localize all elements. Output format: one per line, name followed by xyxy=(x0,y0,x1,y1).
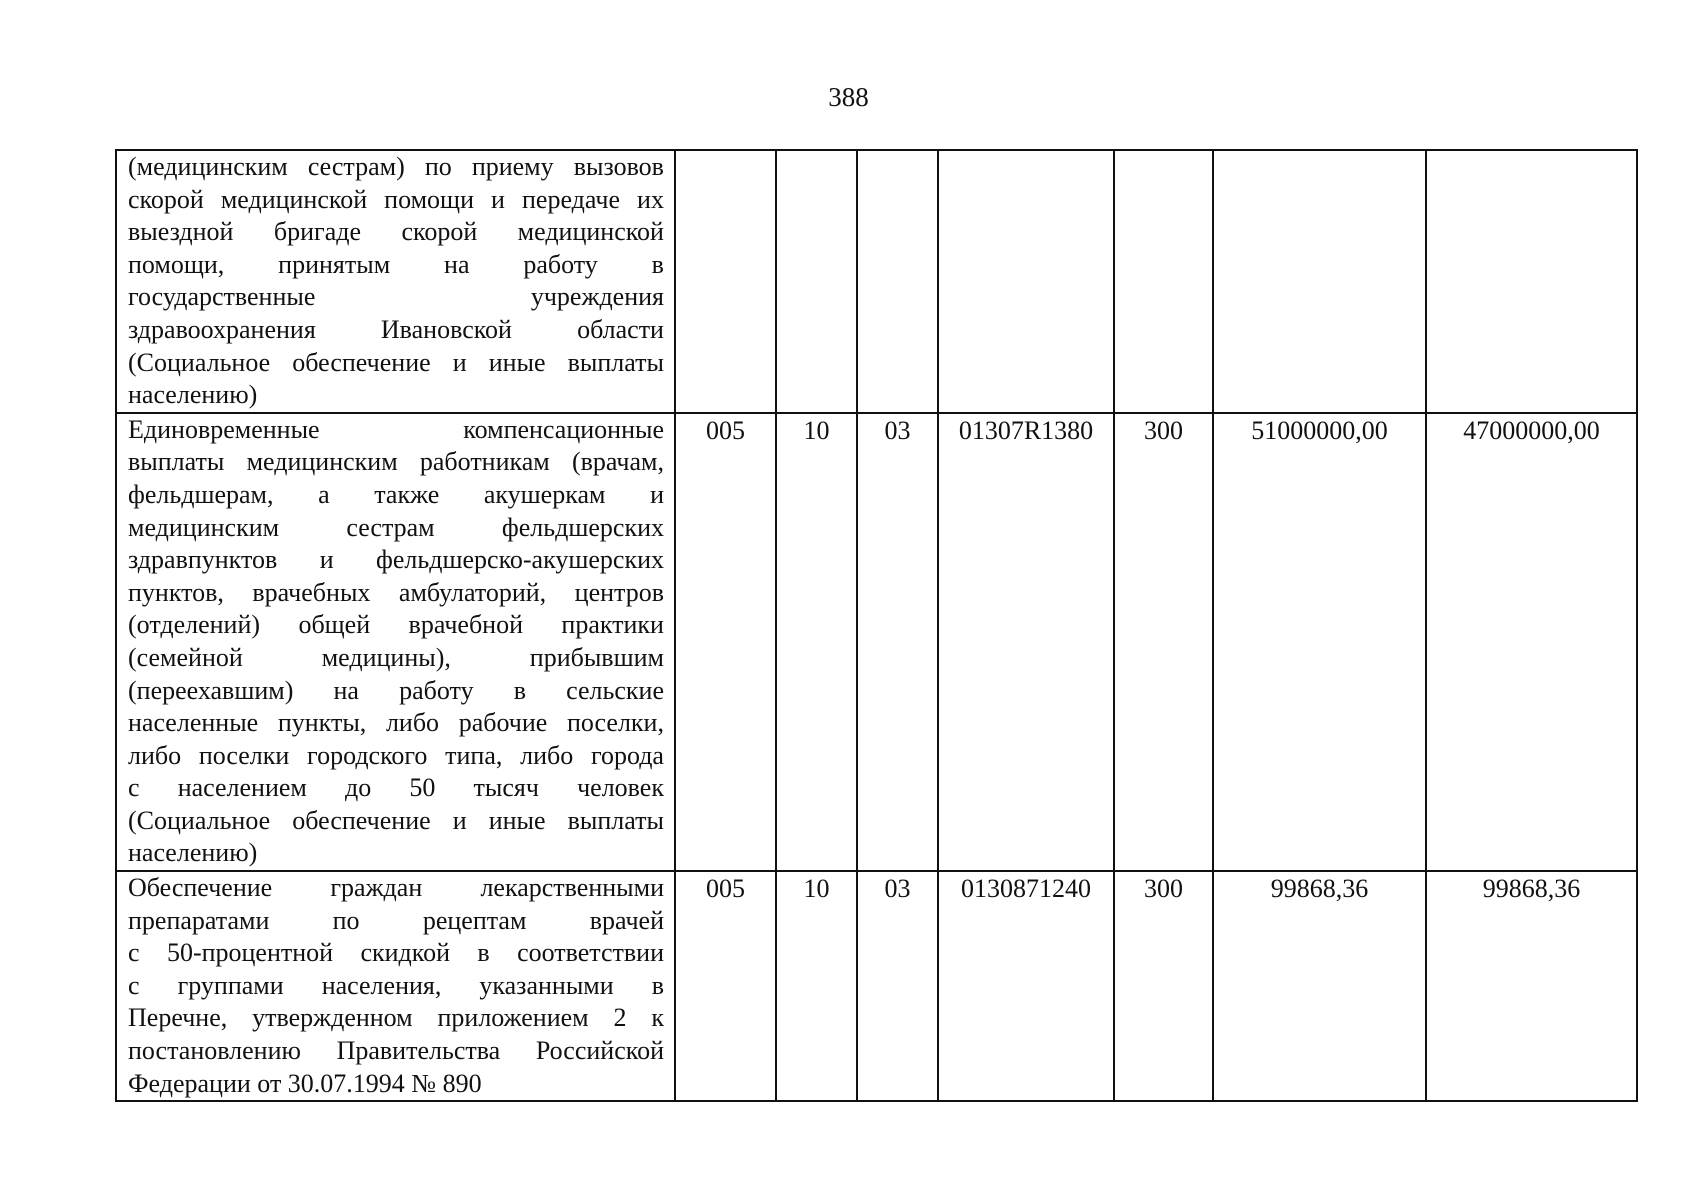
cell-section: 10 xyxy=(776,413,857,871)
cell-subsection xyxy=(857,150,938,413)
description-line: либо поселки городского типа, либо города xyxy=(128,740,664,770)
cell-section: 10 xyxy=(776,871,857,1101)
cell-amount-year-2: 47000000,00 xyxy=(1426,413,1637,871)
description-line: с группами населения, указанными в xyxy=(128,970,664,1000)
description-line: фельдшерам, а также акушеркам и xyxy=(128,479,664,509)
cell-amount-year-2 xyxy=(1426,150,1637,413)
cell-ministry-code: 005 xyxy=(675,871,776,1101)
row-description xyxy=(116,871,675,1101)
description-line: препаратами по рецептам врачей xyxy=(128,905,664,935)
description-line: населению) xyxy=(128,838,258,868)
description-line: (семейной медицины), прибывшим xyxy=(128,642,664,672)
row-description xyxy=(116,150,675,413)
table-row xyxy=(116,150,1637,413)
description-line: Федерации от 30.07.1994 № 890 xyxy=(128,1068,482,1098)
table-row xyxy=(116,871,1637,1101)
description-line: скорой медицинской помощи и передаче их xyxy=(128,184,664,214)
page-number: 388 xyxy=(828,82,869,112)
cell-target-article: 01307R1380 xyxy=(938,413,1114,871)
description-line: (отделений) общей врачебной практики xyxy=(128,610,664,640)
table-row xyxy=(116,413,1637,871)
description-line: Перечне, утвержденном приложением 2 к xyxy=(128,1003,664,1033)
description-line: (Социальное обеспечение и иные выплаты xyxy=(128,805,664,835)
cell-amount-year-2: 99868,36 xyxy=(1426,871,1637,1101)
description-line: выездной бригаде скорой медицинской xyxy=(128,217,664,247)
description-line: с 50-процентной скидкой в соответствии xyxy=(128,938,664,968)
cell-target-article xyxy=(938,150,1114,413)
cell-section xyxy=(776,150,857,413)
cell-expense-type: 300 xyxy=(1114,871,1213,1101)
description-line: государственные учреждения xyxy=(128,282,664,312)
description-line: медицинским сестрам фельдшерских xyxy=(128,512,664,542)
row-description xyxy=(116,413,675,871)
cell-expense-type: 300 xyxy=(1114,413,1213,871)
description-line: (медицинским сестрам) по приему вызовов xyxy=(128,152,664,181)
cell-amount-year-1: 99868,36 xyxy=(1213,871,1426,1101)
budget-table xyxy=(115,149,1638,1102)
cell-subsection: 03 xyxy=(857,413,938,871)
cell-expense-type xyxy=(1114,150,1213,413)
description-line: постановлению Правительства Российской xyxy=(128,1036,664,1066)
description-line: здравоохранения Ивановской области xyxy=(128,314,664,344)
description-line: (переехавшим) на работу в сельские xyxy=(128,675,664,705)
description-line: Обеспечение граждан лекарственными xyxy=(128,873,664,903)
cell-target-article: 0130871240 xyxy=(938,871,1114,1101)
description-line: пунктов, врачебных амбулаторий, центров xyxy=(128,577,664,607)
cell-ministry-code xyxy=(675,150,776,413)
cell-amount-year-1 xyxy=(1213,150,1426,413)
description-line: (Социальное обеспечение и иные выплаты xyxy=(128,347,664,377)
description-line: с населением до 50 тысяч человек xyxy=(128,773,664,803)
description-line: Единовременные компенсационные xyxy=(128,414,664,444)
description-line: здравпунктов и фельдшерско-акушерских xyxy=(128,545,664,575)
description-line: помощи, принятым на работу в xyxy=(128,249,664,279)
cell-amount-year-1: 51000000,00 xyxy=(1213,413,1426,871)
description-line: населению) xyxy=(128,380,258,410)
cell-ministry-code: 005 xyxy=(675,413,776,871)
description-line: выплаты медицинским работникам (врачам, xyxy=(128,447,664,477)
cell-subsection: 03 xyxy=(857,871,938,1101)
description-line: населенные пункты, либо рабочие поселки, xyxy=(128,708,664,738)
